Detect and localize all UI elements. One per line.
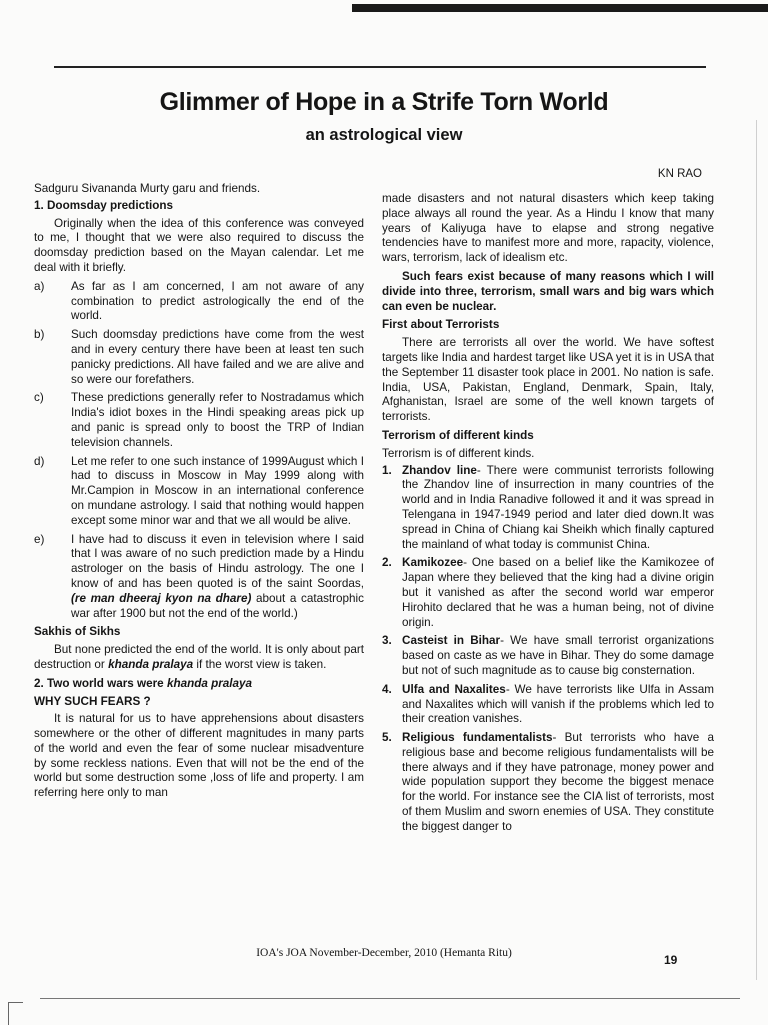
right-column <box>382 192 714 839</box>
list-item-text <box>402 556 714 630</box>
list-marker: b) <box>34 328 45 342</box>
heading-term: khanda pralaya <box>166 676 253 690</box>
paragraph: Originally when the idea of this conference was conveyed to me, I thought that we were also required to discuss the doomsday prediction based on the Mayan calendar. Let me deal with it briefly. <box>34 216 364 274</box>
list-item-text <box>402 634 714 678</box>
paragraph: made disasters and not natural disasters which keep taking place always all round the year. As a Hindu I know that many years of Kaliyuga have to elapse and strong negative tendencies have to manifest more and more, rapacity, violence, wars, terrorism, lack of idealism etc. <box>382 192 714 265</box>
article-subtitle: an astrological view <box>305 126 463 144</box>
item-description: - We have terrorists like Ulfa in Assam and Naxalites which will vanish if the problems which led to their creation vanishes. <box>402 682 714 726</box>
list-marker: d) <box>34 454 45 468</box>
section-heading-world-wars <box>34 677 364 692</box>
header-rule <box>54 66 706 68</box>
heading-part: 2. Two world wars were <box>34 676 167 690</box>
author-name: KN RAO <box>657 168 702 180</box>
list-item-text: As far as I am concerned, I am not aware of any combination to predict astrologically the end of the world. <box>71 279 364 323</box>
scan-corner-mark <box>8 1002 23 1025</box>
item-text-part: I have had to discuss it even in television where I said that I was aware of no such prediction made by a Hindu astrologer on the basis of Hindu astrology. The one I know of and has been quoted is of the saint Soordas, <box>71 532 364 590</box>
item-term: Ulfa and Naxalites <box>402 682 506 696</box>
item-description: - One based on a belief like the Kamikozee of Japan where they believed that the king had a divine origin but it vanished as after the second world war emperor Hirohito declared that he was a human being, not of divine origin. <box>402 556 714 629</box>
item-text-part: about a catastrophic war after 1900 but not the end of the world.) <box>71 591 364 620</box>
list-item <box>34 280 364 324</box>
list-item-text <box>402 683 714 727</box>
item-description: - But terrorists who have a religious base and become religious fundamentalists will be there always and if they have patronage, money power and wide population support they become the biggest menace for the world. For instance see the CIA list of terrorists, most of them Muslim and sworn enemies of USA. They constitute the biggest danger to <box>402 731 714 833</box>
list-item <box>382 731 714 835</box>
list-marker: e) <box>34 532 45 546</box>
list-item <box>382 683 714 727</box>
footer-rule <box>40 998 740 999</box>
list-number: 4. <box>382 682 392 696</box>
list-item-text: Such doomsday predictions have come from the west and in every century there have been at least ten such panicky predictions. All have failed and we are alive and so were our forefathers. <box>71 328 364 386</box>
item-term: Religious fundamentalists <box>402 731 553 745</box>
section-heading-sikhs: Sakhis of Sikhs <box>34 625 121 639</box>
list-item-text <box>402 731 714 835</box>
item-term: Kamikozee <box>402 556 464 570</box>
list-number: 5. <box>382 731 392 745</box>
paragraph: It is natural for us to have apprehensions about disasters somewhere or the other of different magnitudes in many parts of the world and even the fear of some nuclear misadventure by some reckless nations. Even that will not be the end of the world but some destruction some ,loss of life and property. I am referring here only to man <box>34 712 364 800</box>
section-heading-kinds: Terrorism of different kinds <box>382 428 534 442</box>
item-description: - There were communist terrorists following the Zhandov line of insurrection in many countries of the world and in India Ranadive followed it and it was spread in Telengana in 1947-1949 period and later died down.It was spread in China of Chiang kai Sheikh which finally captured the mainland of what today is communist China. <box>402 463 715 551</box>
list-item-text <box>402 464 714 553</box>
list-marker: a) <box>34 279 45 293</box>
left-column <box>34 182 364 805</box>
list-item <box>34 391 364 450</box>
paragraph: Terrorism is of different kinds. <box>382 446 535 460</box>
list-item <box>34 533 364 622</box>
section-heading-doomsday: 1. Doomsday predictions <box>34 198 173 212</box>
list-item <box>34 455 364 529</box>
page-number: 19 <box>664 953 678 967</box>
article-title: Glimmer of Hope in a Strife Torn World <box>159 88 609 116</box>
khanda-pralaya-term: khanda pralaya <box>108 657 194 671</box>
section-heading-fears: WHY SUCH FEARS ? <box>34 694 151 708</box>
list-item-text <box>71 533 364 622</box>
greeting: Sadguru Sivananda Murty garu and friends. <box>34 182 261 195</box>
scan-right-edge <box>756 120 757 980</box>
scan-top-border <box>352 4 768 12</box>
paragraph <box>34 643 364 673</box>
item-description: - We have small terrorist organizations based on caste as we have in Bihar. They do some damage but not of such magnitude as to cause big consternation. <box>402 634 714 677</box>
list-item-text: Let me refer to one such instance of 1999August which I had to discuss in Moscow in May 1999 along with Mr.Campion in Moscow in an international conference on mundane astrology. I said that nothing would happen except some minor war and that we all would be alive. <box>71 454 364 527</box>
text-part: if the worst view is taken. <box>193 657 327 671</box>
list-number: 1. <box>382 463 392 477</box>
journal-footer: IOA's JOA November-December, 2010 (Hemanta Ritu) <box>256 947 512 959</box>
list-marker: c) <box>34 391 44 405</box>
paragraph-bold: Such fears exist because of many reasons which I will divide into three, terrorism, small wars and big wars which can even be nuclear. <box>382 269 714 313</box>
soordas-quote: (re man dheeraj kyon na dhare) <box>71 591 252 605</box>
text-part: But none predicted the end of the world. It is only about part destruction or <box>34 643 364 671</box>
list-number: 2. <box>382 556 392 570</box>
paragraph: There are terrorists all over the world. We have softest targets like India and hardest target like USA yet it is in USA that the September 11 disaster took place in 2001. No nation is safe. India, USA, Pakistan, England, Denmark, Spain, Italy, Afghanistan, Israel are some of the well known targets of terrorists. <box>382 336 714 424</box>
list-item <box>382 556 714 630</box>
list-item-text: These predictions generally refer to Nostradamus which India's idiot boxes in the Hindi speaking areas pick up and panic is spread only to boost the TRP of Indian television channels. <box>71 391 364 449</box>
item-term: Casteist in Bihar <box>402 634 501 648</box>
list-item <box>382 634 714 678</box>
section-heading-terrorists: First about Terrorists <box>382 318 500 332</box>
list-item <box>34 328 364 387</box>
list-item <box>382 464 714 553</box>
list-number: 3. <box>382 634 392 648</box>
item-term: Zhandov line <box>402 463 477 477</box>
